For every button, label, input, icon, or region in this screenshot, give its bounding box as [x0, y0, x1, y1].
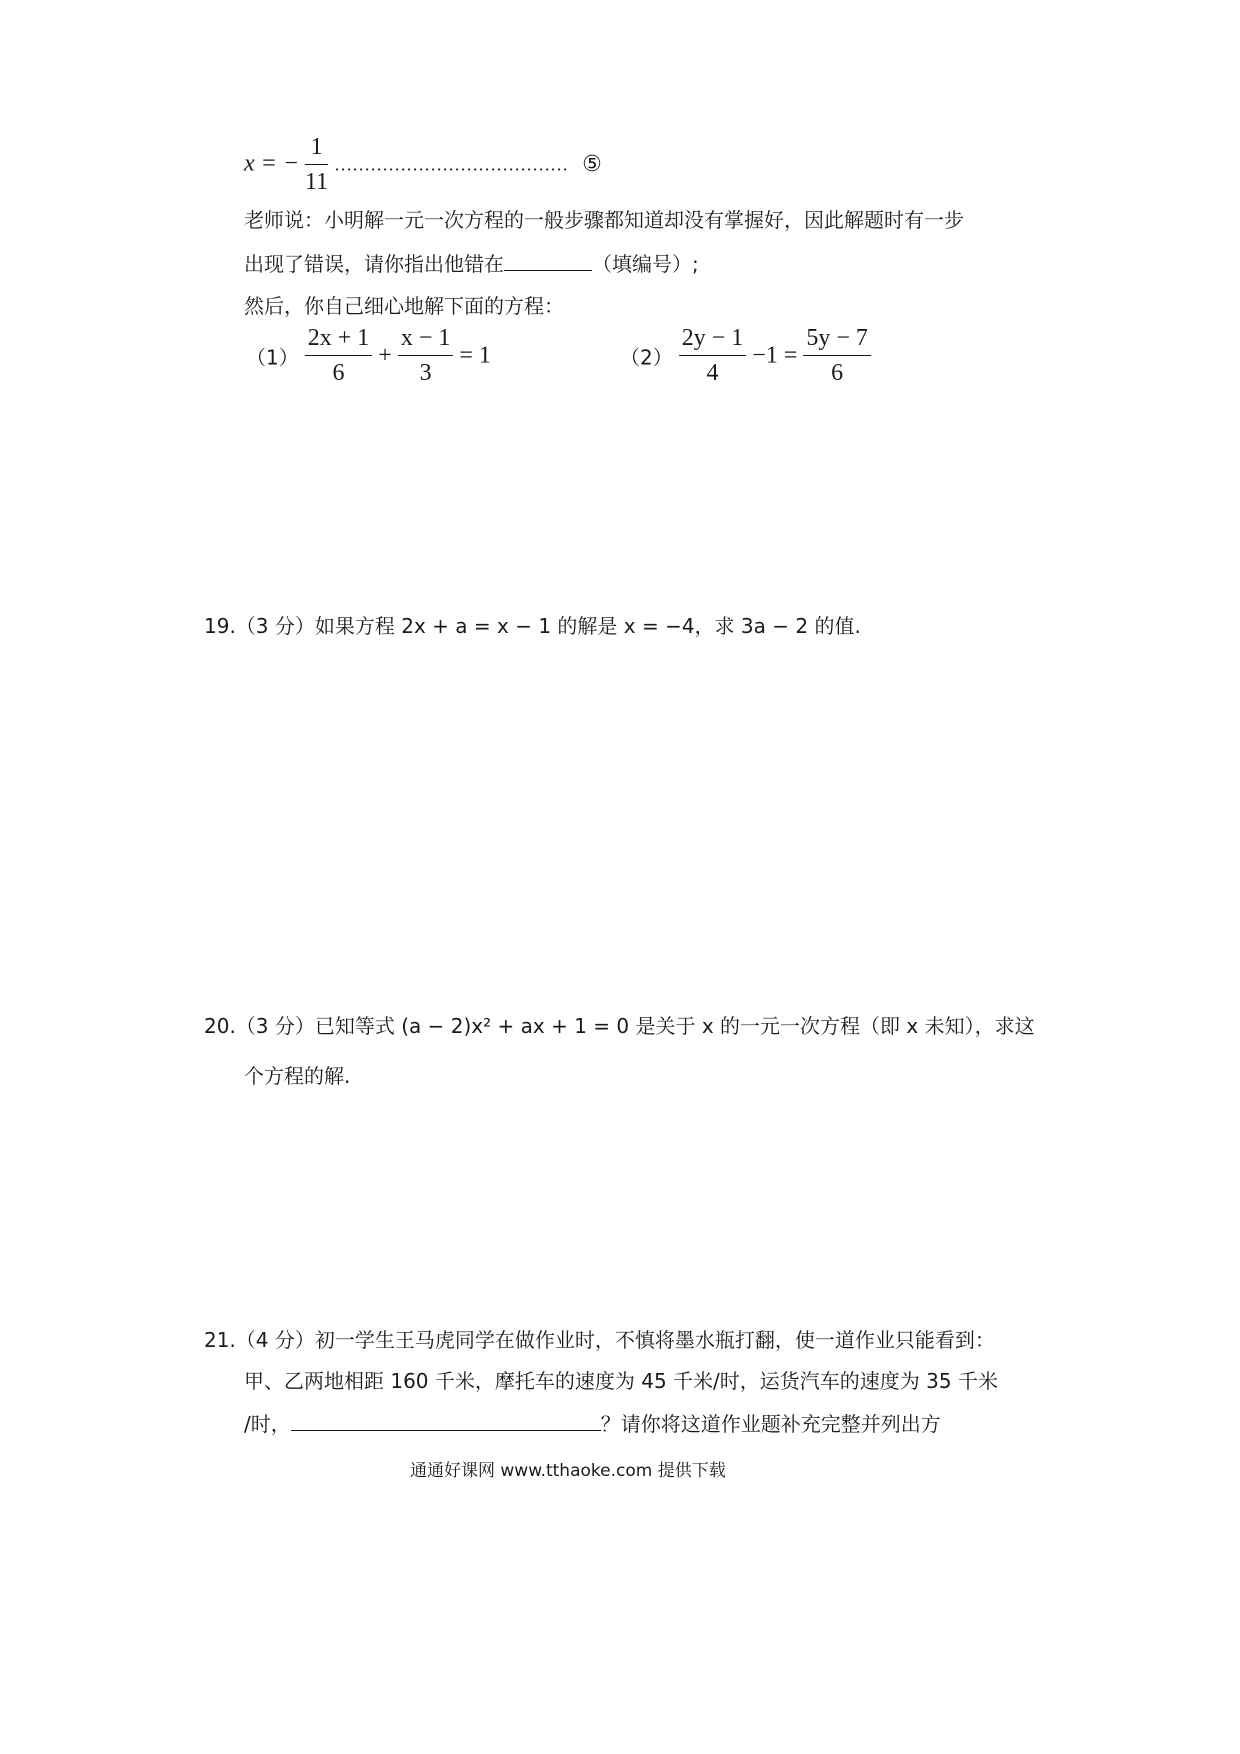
equation-1-fraction-2-numerator: x − 1	[398, 325, 454, 356]
equation-1-fraction-1-numerator: 2x + 1	[305, 325, 373, 356]
equation-1-label: （1）	[246, 345, 299, 370]
equation-1-rhs: = 1	[459, 342, 491, 369]
equation-2	[620, 325, 871, 387]
step-5-fraction	[305, 134, 328, 196]
question-21-line-3-start: /时，	[244, 1412, 291, 1436]
question-21-blank[interactable]	[291, 1430, 601, 1431]
question-21-line-3	[244, 1408, 941, 1437]
question-19: 19.（3 分）如果方程 2x + a = x − 1 的解是 x = −4，求 3a − 2 的值.	[204, 614, 861, 638]
question-21-line-3-end: ？请你将这道作业题补充完整并列出方	[600, 1412, 941, 1436]
question-21-line-1: 21.（4 分）初一学生王马虎同学在做作业时，不慎将墨水瓶打翻，使一道作业只能看到：	[204, 1328, 995, 1352]
equation-2-label: （2）	[620, 345, 673, 370]
equation-1-plus: +	[378, 342, 392, 369]
step-5-dots: …………………………………	[334, 154, 569, 175]
teacher-line-2-start: 出现了错误，请你指出他错在	[244, 252, 504, 276]
teacher-line-2-end: （填编号）;	[592, 252, 699, 276]
question-20-line-1: 20.（3 分）已知等式 (a − 2)x² + ax + 1 = 0 是关于 x 的一元一次方程（即 x 未知），求这	[204, 1014, 1035, 1038]
equation-1-fraction-1	[305, 325, 373, 387]
equation-2-fraction-1-denominator: 4	[706, 360, 719, 386]
equation-2-fraction-1	[679, 325, 747, 387]
step-5-marker: ⑤	[582, 151, 602, 177]
equation-1-fraction-2-denominator: 3	[419, 360, 432, 386]
question-21-line-2: 甲、乙两地相距 160 千米，摩托车的速度为 45 千米/时，运货汽车的速度为 35 千米	[244, 1369, 998, 1393]
equation-2-fraction-1-numerator: 2y − 1	[679, 325, 747, 356]
step-5-line	[244, 134, 602, 196]
equation-1-fraction-2	[398, 325, 454, 387]
teacher-line-3: 然后，你自己细心地解下面的方程：	[244, 294, 564, 318]
step-5-numerator: 1	[305, 134, 328, 165]
equation-2-fraction-2	[803, 325, 871, 387]
step-5-lhs: x = −	[244, 150, 300, 177]
teacher-line-1: 老师说：小明解一元一次方程的一般步骤都知道却没有掌握好，因此解题时有一步	[244, 208, 964, 232]
question-20-line-2: 个方程的解.	[244, 1064, 351, 1088]
equation-2-fraction-2-numerator: 5y − 7	[803, 325, 871, 356]
error-step-blank[interactable]	[504, 270, 592, 271]
equation-2-fraction-2-denominator: 6	[831, 360, 844, 386]
equation-1	[246, 325, 491, 387]
equation-1-fraction-1-denominator: 6	[332, 360, 345, 386]
teacher-line-2	[244, 248, 699, 277]
equation-2-middle: −1 =	[752, 342, 798, 369]
footer-source: 通通好课网 www.tthaoke.com 提供下载	[410, 1461, 726, 1481]
step-5-denominator: 11	[305, 169, 329, 195]
